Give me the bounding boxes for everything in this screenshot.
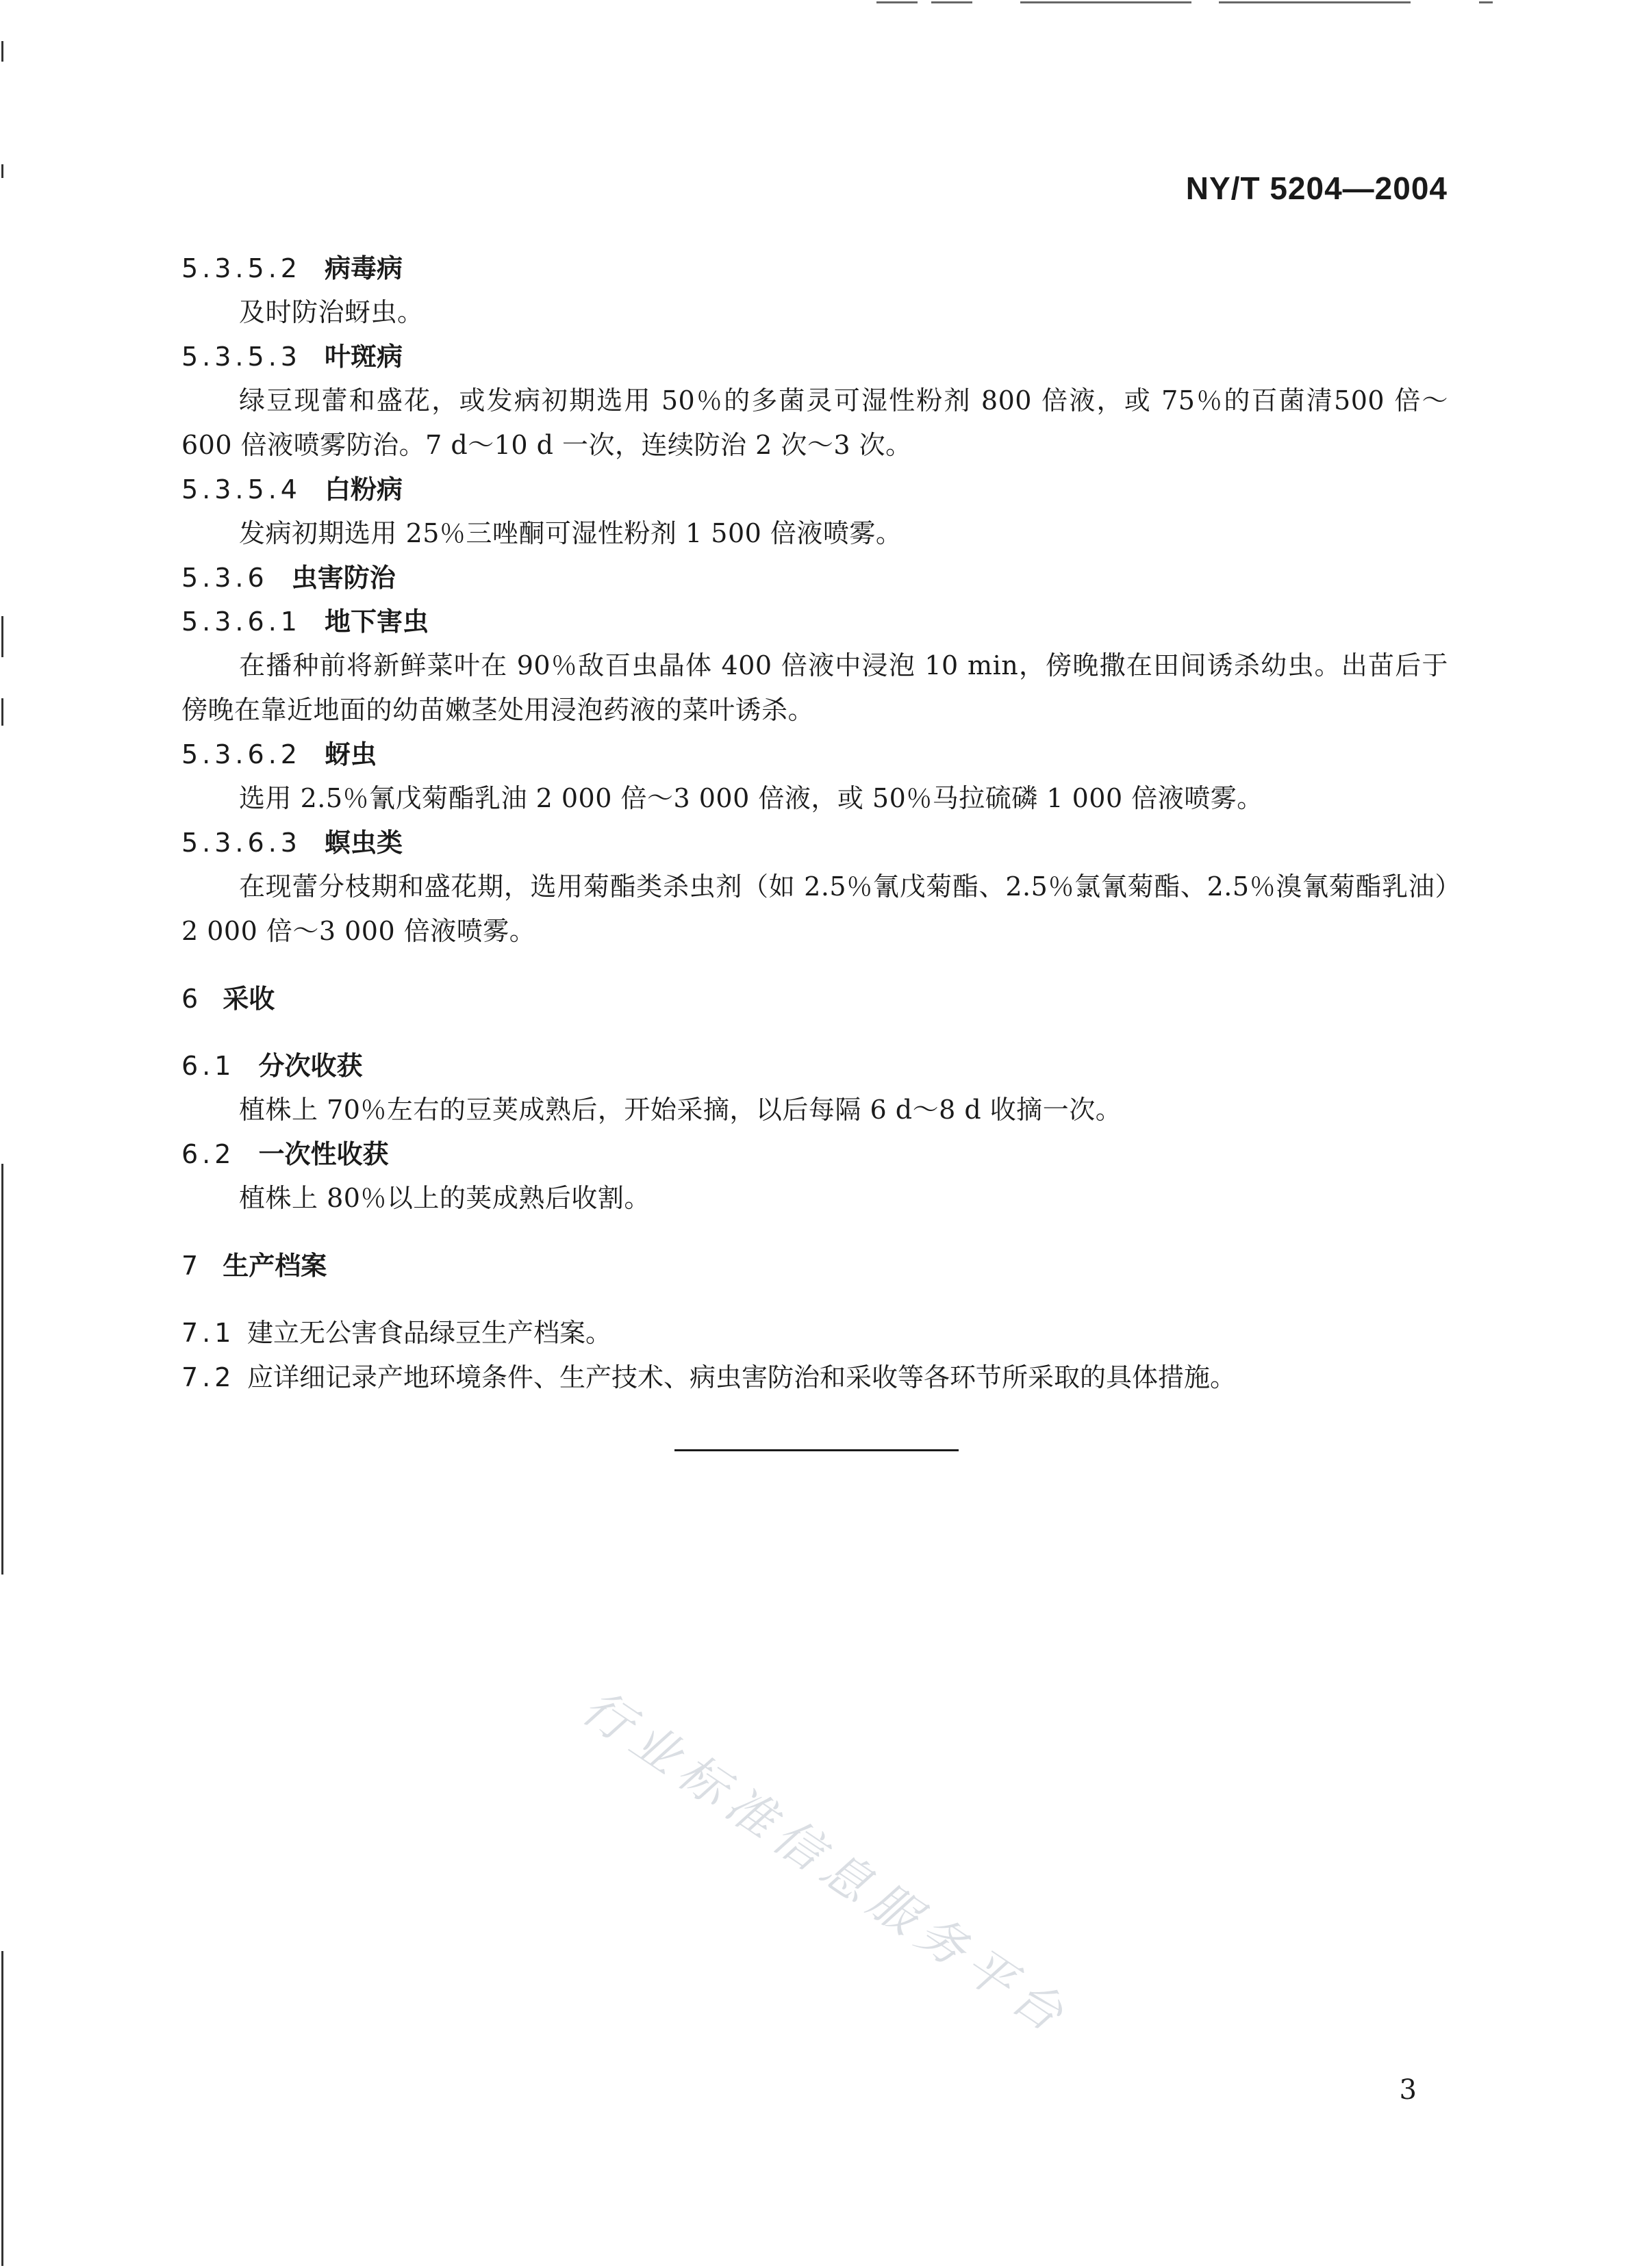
section-title: 虫害防治 bbox=[291, 563, 396, 593]
numbered-item bbox=[181, 1355, 1448, 1400]
item-text: 建立无公害食品绿豆生产档案。 bbox=[247, 1318, 612, 1348]
section-title: 蚜虫 bbox=[324, 739, 377, 769]
section-title: 白粉病 bbox=[324, 474, 403, 505]
scan-artifact-top bbox=[876, 1, 1629, 4]
page-number: 3 bbox=[1399, 2074, 1417, 2106]
end-rule bbox=[674, 1449, 959, 1451]
chapter-heading bbox=[181, 977, 1448, 1021]
section-heading bbox=[181, 335, 1448, 379]
section-heading bbox=[181, 556, 1448, 600]
section-title: 地下害虫 bbox=[324, 607, 429, 637]
paragraph: 在播种前将新鲜菜叶在 90％敌百虫晶体 400 倍液中浸泡 10 min，傍晚撒在田间诱杀幼虫。出苗后于傍晚在靠近地面的幼苗嫩茎处用浸泡药液的菜叶诱杀。 bbox=[181, 650, 1448, 725]
section-number: 6.2 bbox=[181, 1139, 236, 1169]
item-text: 应详细记录产地环境条件、生产技术、病虫害防治和采收等各环节所采取的具体措施。 bbox=[247, 1362, 1237, 1392]
chapter-heading bbox=[181, 1244, 1448, 1288]
section-heading bbox=[181, 821, 1448, 865]
section-number: 5.3.5.4 bbox=[181, 474, 301, 505]
section-title: 采收 bbox=[223, 984, 275, 1014]
item-number: 7.1 bbox=[181, 1318, 236, 1348]
paragraph: 植株上 80％以上的荚成熟后收割。 bbox=[239, 1183, 651, 1213]
item-number: 7.2 bbox=[181, 1362, 236, 1392]
section-number: 5.3.6 bbox=[181, 563, 268, 593]
section-number: 7 bbox=[181, 1251, 203, 1281]
section-heading bbox=[181, 246, 1448, 290]
paragraph: 及时防治蚜虫。 bbox=[239, 297, 424, 327]
watermark: 行业标准信息服务平台 bbox=[572, 1679, 1081, 2048]
section-title: 生产档案 bbox=[223, 1251, 327, 1281]
section-title: 病毒病 bbox=[324, 253, 403, 283]
section-number: 5.3.6.1 bbox=[181, 607, 301, 637]
section-heading bbox=[181, 1132, 1448, 1176]
section-title: 叶斑病 bbox=[324, 342, 403, 372]
numbered-item bbox=[181, 1311, 1448, 1355]
paragraph: 植株上 70％左右的豆荚成熟后，开始采摘，以后每隔 6 d～8 d 收摘一次。 bbox=[239, 1095, 1122, 1125]
paragraph: 选用 2.5％氰戊菊酯乳油 2 000 倍～3 000 倍液，或 50％马拉硫磷 1 000 倍液喷雾。 bbox=[239, 783, 1263, 813]
document-body bbox=[181, 246, 1448, 1400]
section-heading bbox=[181, 600, 1448, 644]
section-number: 5.3.5.3 bbox=[181, 342, 301, 372]
section-title: 一次性收获 bbox=[258, 1139, 389, 1169]
scan-artifact-binding-edge bbox=[0, 0, 10, 2268]
section-number: 5.3.5.2 bbox=[181, 253, 301, 283]
section-number: 6 bbox=[181, 984, 203, 1014]
section-heading bbox=[181, 1044, 1448, 1088]
section-heading bbox=[181, 732, 1448, 776]
standard-code: NY/T 5204—2004 bbox=[1185, 170, 1448, 206]
section-number: 6.1 bbox=[181, 1051, 236, 1081]
section-number: 5.3.6.2 bbox=[181, 739, 301, 769]
paragraph: 在现蕾分枝期和盛花期，选用菊酯类杀虫剂（如 2.5％氰戊菊酯、2.5％氯氰菊酯、2.5％溴氰菊酯乳油）2 000 倍～3 000 倍液喷雾。 bbox=[181, 871, 1448, 946]
paragraph: 绿豆现蕾和盛花，或发病初期选用 50％的多菌灵可湿性粉剂 800 倍液，或 75％的百菌清500 倍～600 倍液喷雾防治。7 d～10 d 一次，连续防治 2 次～3 次。 bbox=[181, 385, 1448, 460]
section-number: 5.3.6.3 bbox=[181, 828, 301, 858]
section-title: 分次收获 bbox=[258, 1051, 363, 1081]
paragraph: 发病初期选用 25％三唑酮可湿性粉剂 1 500 倍液喷雾。 bbox=[239, 518, 902, 548]
section-title: 螟虫类 bbox=[324, 828, 403, 858]
section-heading bbox=[181, 468, 1448, 511]
